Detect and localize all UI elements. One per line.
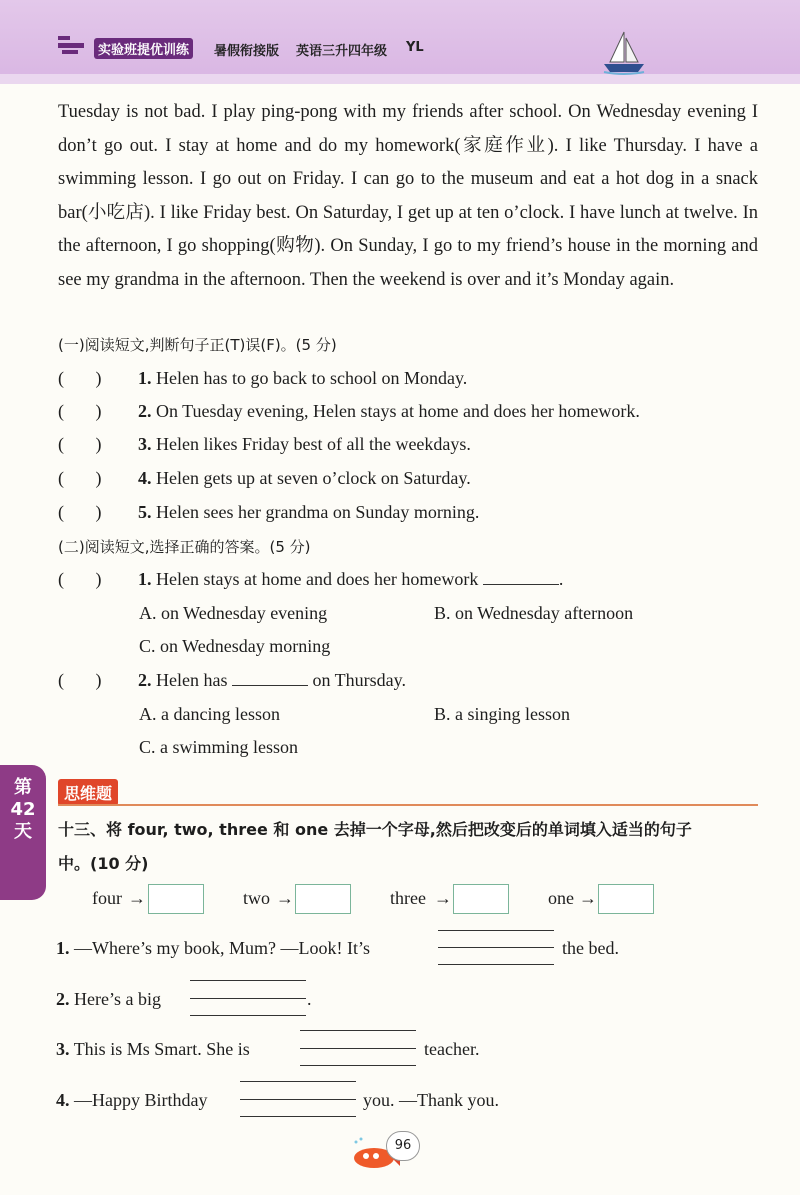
sentence-before: —Where’s my book, Mum? —Look! It’s: [74, 938, 370, 958]
answer-paren[interactable]: ( ): [58, 502, 102, 522]
fill-sentence: [56, 989, 161, 1010]
tf-item: [58, 368, 467, 389]
subject-label: 英语三升四年级: [296, 44, 388, 59]
question-stem: Helen has: [156, 670, 228, 690]
item-number: 3.: [138, 434, 152, 454]
answer-paren[interactable]: ( ): [58, 670, 102, 690]
section-divider: [58, 804, 758, 806]
arrow-icon: →: [579, 888, 597, 908]
sentence-before: —Happy Birthday: [74, 1090, 208, 1110]
answer-blank[interactable]: [483, 569, 559, 585]
option-c[interactable]: C. a swimming lesson: [139, 737, 299, 757]
sentence-after: .: [307, 989, 312, 1009]
tf-item: [58, 502, 479, 523]
answer-paren[interactable]: ( ): [58, 368, 102, 388]
tf-item: [58, 401, 640, 422]
item-number: 2.: [56, 989, 70, 1009]
word-answer-box[interactable]: [453, 884, 509, 914]
writing-line-bottom: [240, 1116, 356, 1117]
option-a[interactable]: A. a dancing lesson: [139, 704, 280, 724]
word-answer-box[interactable]: [295, 884, 351, 914]
choice-question: [58, 670, 406, 691]
sentence-before: This is Ms Smart. She is: [73, 1039, 250, 1059]
item-number: 1.: [138, 368, 152, 388]
item-number: 1.: [138, 569, 152, 589]
item-number: 5.: [138, 502, 152, 522]
word-four: four: [92, 888, 122, 908]
choice-question: [58, 569, 563, 590]
word-two: two: [243, 888, 270, 908]
option-b[interactable]: B. a singing lesson: [434, 704, 571, 724]
answer-paren[interactable]: ( ): [58, 569, 102, 589]
series-title: 实验班提优训练: [94, 38, 193, 59]
day-tab: [0, 765, 46, 900]
thinking-label: 思维题: [58, 779, 118, 806]
fill-sentence: [56, 938, 370, 959]
item-text: Helen sees her grandma on Sunday morning.: [156, 502, 480, 522]
day-number: 42: [10, 799, 36, 820]
answer-paren[interactable]: ( ): [58, 468, 102, 488]
day-tab-suffix: 天: [14, 821, 32, 842]
item-text: Helen has to go back to school on Monday.: [156, 368, 468, 388]
fill-sentence: [56, 1039, 250, 1060]
writing-line-bottom: [190, 1015, 306, 1016]
option-a[interactable]: A. on Wednesday evening: [139, 603, 328, 623]
answer-line[interactable]: [240, 1099, 356, 1100]
writing-line-bottom: [438, 964, 554, 965]
answer-line[interactable]: [300, 1048, 416, 1049]
answer-line[interactable]: [190, 998, 306, 999]
fill-sentence: [56, 1090, 207, 1111]
answer-paren[interactable]: ( ): [58, 401, 102, 421]
edition-label: 暑假衔接版: [214, 44, 280, 59]
question-stem: Helen stays at home and does her homework: [156, 569, 479, 589]
arrow-icon: →: [434, 888, 452, 908]
item-number: 2.: [138, 670, 152, 690]
page-number: 96: [386, 1131, 420, 1161]
item-number: 3.: [56, 1039, 70, 1059]
arrow-icon: →: [128, 888, 146, 908]
item-text: Helen gets up at seven o’clock on Saturday.: [156, 468, 471, 488]
arrow-icon: →: [276, 888, 294, 908]
series-logo-icon: [58, 34, 88, 56]
part2-title: (二)阅读短文,选择正确的答案。(5 分): [58, 538, 311, 556]
stem-end: on Thursday.: [312, 670, 406, 690]
answer-paren[interactable]: ( ): [58, 434, 102, 454]
sentence-after: the bed.: [562, 938, 619, 958]
item-text: Helen likes Friday best of all the weekdays.: [156, 434, 471, 454]
day-tab-prefix: 第: [14, 777, 32, 798]
word-answer-box[interactable]: [598, 884, 654, 914]
q13-instruction-cont: 中。(10 分): [58, 854, 149, 873]
stem-end: .: [558, 569, 564, 589]
word-three: three: [390, 888, 426, 908]
item-text: On Tuesday evening, Helen stays at home and does her homework.: [156, 401, 640, 421]
item-number: 2.: [138, 401, 152, 421]
header-divider: [0, 74, 800, 84]
word-one: one: [548, 888, 574, 908]
writing-line-top: [438, 930, 554, 931]
tf-item: [58, 434, 471, 455]
part1-title: (一)阅读短文,判断句子正(T)误(F)。(5 分): [58, 336, 337, 354]
writing-line-top: [300, 1030, 416, 1031]
sentence-after: you. —Thank you.: [363, 1090, 499, 1110]
tf-item: [58, 468, 471, 489]
item-number: 1.: [56, 938, 70, 958]
item-number: 4.: [56, 1090, 70, 1110]
word-answer-box[interactable]: [148, 884, 204, 914]
sentence-before: Here’s a big: [74, 989, 161, 1009]
answer-blank[interactable]: [232, 670, 308, 686]
q13-instruction: 十三、将 four, two, three 和 one 去掉一个字母,然后把改变后的单词填入适当的句子: [58, 820, 692, 839]
sailboat-icon: [600, 28, 648, 76]
sentence-after: teacher.: [424, 1039, 480, 1059]
option-c[interactable]: C. on Wednesday morning: [139, 636, 331, 656]
writing-line-top: [190, 980, 306, 981]
publisher-label: YL: [406, 40, 424, 55]
item-number: 4.: [138, 468, 152, 488]
answer-line[interactable]: [438, 947, 554, 948]
option-b[interactable]: B. on Wednesday afternoon: [434, 603, 634, 623]
writing-line-top: [240, 1081, 356, 1082]
reading-passage: Tuesday is not bad. I play ping-pong with my friends after school. On Wednesday evening I don’t go out. I stay at home and do my homework(家庭作业). I like Thursday. I have a swimming lesson. I go out on Friday. I can go to the museum and eat a hot dog in a snack bar(小吃店). I like Friday best. On Saturday, I get up at ten o’clock. I have lunch at twelve. In the afternoon, I go shopping(购物). On Sunday, I go to my friend’s house in the morning and see my grandma in the afternoon. Then the weekend is over and it’s Monday again.: [58, 102, 758, 290]
writing-line-bottom: [300, 1065, 416, 1066]
